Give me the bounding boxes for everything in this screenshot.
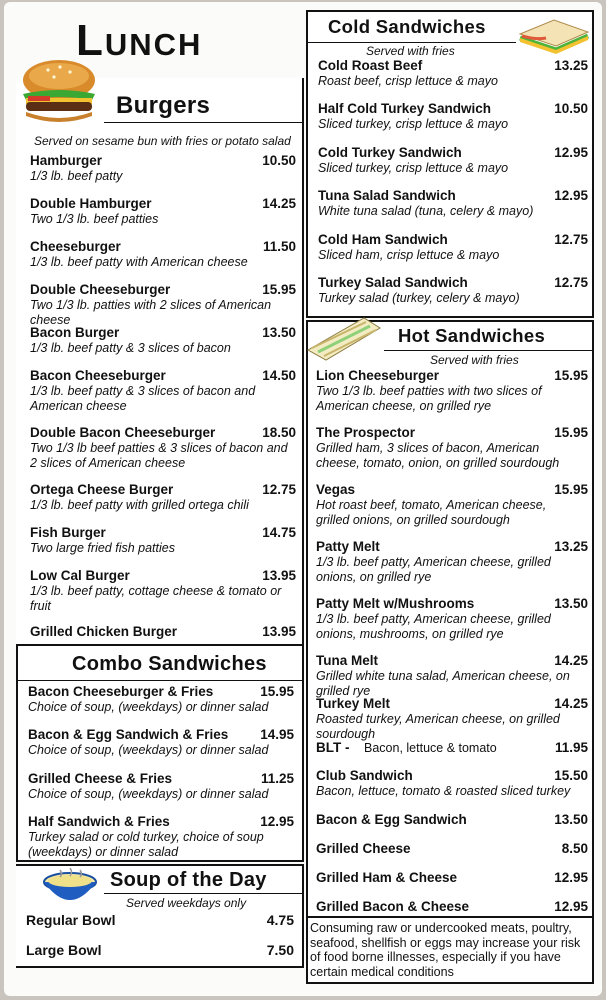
item-name: Turkey Melt bbox=[316, 696, 391, 711]
cold-title: Cold Sandwiches bbox=[328, 16, 486, 37]
item-description: Grilled white tuna salad, American cheese, on grilled rye bbox=[316, 669, 570, 698]
item-name: Cheeseburger bbox=[30, 239, 121, 254]
menu-item bbox=[28, 684, 294, 714]
menu-item bbox=[318, 232, 588, 262]
item-name: Patty Melt w/Mushrooms bbox=[316, 596, 475, 611]
menu-item bbox=[316, 653, 588, 698]
item-description: Bacon, lettuce & tomato bbox=[364, 741, 497, 755]
item-description: 1/3 lb. beef patty, American cheese, grilled onions, on grilled rye bbox=[316, 555, 551, 584]
item-name: Cold Turkey Sandwich bbox=[318, 145, 462, 160]
item-price: 15.95 bbox=[554, 482, 588, 497]
menu-item bbox=[28, 727, 294, 757]
item-description: 1/3 lb. beef patty, American cheese, grilled onions, mushrooms, on grilled rye bbox=[316, 612, 551, 641]
menu-item bbox=[30, 196, 296, 226]
item-price: 12.95 bbox=[554, 188, 588, 203]
menu-item bbox=[316, 539, 588, 584]
item-description: 1/3 lb. beef patty with American cheese bbox=[30, 255, 248, 269]
item-description: Choice of soup, (weekdays) or dinner salad bbox=[28, 700, 269, 714]
item-price: 15.95 bbox=[260, 684, 294, 699]
menu-item bbox=[26, 912, 294, 942]
item-price: 12.75 bbox=[554, 232, 588, 247]
menu-item bbox=[30, 239, 296, 269]
item-description: 1/3 lb. beef patty bbox=[30, 169, 123, 183]
item-name: Tuna Salad Sandwich bbox=[318, 188, 456, 203]
item-price: 12.95 bbox=[554, 899, 588, 914]
item-name: Grilled Ham & Cheese bbox=[316, 870, 458, 885]
item-description: Sliced turkey, crisp lettuce & mayo bbox=[318, 161, 509, 175]
item-name: Cold Ham Sandwich bbox=[318, 232, 448, 247]
menu-item bbox=[26, 942, 294, 972]
menu-item bbox=[28, 814, 294, 859]
hot-subtitle: Served with fries bbox=[430, 353, 519, 367]
item-description: Sliced ham, crisp lettuce & mayo bbox=[318, 248, 500, 262]
item-price: 13.50 bbox=[262, 325, 296, 340]
burgers-title-rule bbox=[104, 122, 302, 123]
item-name: Turkey Salad Sandwich bbox=[318, 275, 468, 290]
item-name: Regular Bowl bbox=[26, 912, 116, 928]
item-price: 14.25 bbox=[554, 696, 588, 711]
item-price: 15.50 bbox=[554, 768, 588, 783]
item-price: 8.50 bbox=[561, 841, 588, 856]
item-name: BLT - bbox=[316, 740, 350, 755]
item-name: Bacon & Egg Sandwich bbox=[316, 812, 467, 827]
item-name: Grilled Chicken Burger bbox=[30, 624, 178, 639]
item-name: Large Bowl bbox=[26, 942, 102, 958]
item-price: 7.50 bbox=[266, 942, 294, 958]
item-name: Hamburger bbox=[30, 153, 103, 168]
soup-title-rule bbox=[104, 893, 302, 894]
item-name: Bacon Cheeseburger & Fries bbox=[28, 684, 214, 699]
item-price: 4.75 bbox=[266, 912, 294, 928]
item-description: Hot roast beef, tomato, American cheese, grilled onions, on grilled sourdough bbox=[316, 498, 547, 527]
menu-item bbox=[30, 153, 296, 183]
burgers-subtitle: Served on sesame bun with fries or potato salad bbox=[34, 134, 291, 148]
item-price: 12.95 bbox=[554, 870, 588, 885]
menu-item bbox=[316, 596, 588, 641]
item-name: Bacon Cheeseburger bbox=[30, 368, 166, 383]
menu-item bbox=[28, 771, 294, 801]
item-price: 13.50 bbox=[554, 812, 588, 827]
menu-item bbox=[30, 325, 296, 355]
item-description: 1/3 lb. beef patty & 3 slices of bacon and American cheese bbox=[30, 384, 256, 413]
soup-subtitle: Served weekdays only bbox=[126, 896, 247, 910]
grilled-sandwich-icon bbox=[304, 314, 384, 362]
item-price: 15.95 bbox=[554, 368, 588, 383]
item-price: 11.95 bbox=[554, 740, 588, 755]
item-price: 11.25 bbox=[260, 771, 294, 786]
item-name: Cold Roast Beef bbox=[318, 58, 423, 73]
item-price: 14.25 bbox=[554, 653, 588, 668]
menu-item bbox=[316, 482, 588, 527]
item-name: Double Bacon Cheeseburger bbox=[30, 425, 216, 440]
menu-item bbox=[30, 624, 296, 654]
sandwich-icon bbox=[516, 16, 592, 56]
menu-item bbox=[30, 525, 296, 555]
menu-item bbox=[316, 425, 588, 470]
item-description: Two 1/3 lb. patties with 2 slices of American cheese bbox=[30, 298, 272, 327]
menu-page bbox=[4, 2, 602, 996]
disclaimer-text: Consuming raw or undercooked meats, poultry, seafood, shellfish or eggs may increase your risk of food borne illnesses, especially if you have certain medical conditions bbox=[310, 921, 581, 979]
menu-item bbox=[318, 275, 588, 305]
item-price: 14.25 bbox=[262, 196, 296, 211]
item-description: Bacon, lettuce, tomato & roasted sliced turkey bbox=[316, 784, 571, 798]
soup-title: Soup of the Day bbox=[110, 869, 267, 891]
item-price: 14.50 bbox=[262, 368, 296, 383]
item-name: Bacon & Egg Sandwich & Fries bbox=[28, 727, 229, 742]
item-description: 1/3 lb. beef patty, cottage cheese & tomato or fruit bbox=[30, 584, 282, 613]
item-name: Bacon Burger bbox=[30, 325, 120, 340]
menu-item bbox=[316, 870, 588, 900]
item-description: White tuna salad (tuna, celery & mayo) bbox=[318, 204, 534, 218]
hot-title: Hot Sandwiches bbox=[398, 325, 546, 346]
item-name: Vegas bbox=[316, 482, 356, 497]
hot-title-rule bbox=[384, 350, 592, 351]
item-description: Grilled ham, 3 slices of bacon, American cheese, tomato, onion, on grilled sourdough bbox=[316, 441, 560, 470]
item-price: 12.95 bbox=[554, 145, 588, 160]
item-name: Fish Burger bbox=[30, 525, 106, 540]
combo-title: Combo Sandwiches bbox=[72, 653, 267, 675]
item-price: 13.25 bbox=[554, 539, 588, 554]
item-description: Turkey salad (turkey, celery & mayo) bbox=[318, 291, 520, 305]
item-description: Roast beef, crisp lettuce & mayo bbox=[318, 74, 498, 88]
menu-item bbox=[316, 841, 588, 871]
item-name: Half Sandwich & Fries bbox=[28, 814, 170, 829]
item-price: 13.50 bbox=[554, 596, 588, 611]
item-name: Grilled Cheese & Fries bbox=[28, 771, 173, 786]
item-name: Lion Cheeseburger bbox=[316, 368, 440, 383]
menu-item bbox=[316, 368, 588, 413]
burgers-title: Burgers bbox=[116, 92, 211, 119]
item-description: Two 1/3 lb. beef patties with two slices of American cheese, on grilled rye bbox=[316, 384, 542, 413]
item-description: Choice of soup, (weekdays) or dinner salad bbox=[28, 787, 269, 801]
item-name: The Prospector bbox=[316, 425, 416, 440]
item-description: Roasted turkey, American cheese, on grilled sourdough bbox=[316, 712, 560, 741]
item-description: 1/3 lb. beef patty with grilled ortega chili bbox=[30, 498, 249, 512]
item-price: 14.95 bbox=[260, 727, 294, 742]
item-name: Ortega Cheese Burger bbox=[30, 482, 174, 497]
item-price: 12.75 bbox=[554, 275, 588, 290]
page-title: Lunch bbox=[76, 16, 203, 65]
combo-title-rule bbox=[18, 680, 302, 681]
item-price: 10.50 bbox=[554, 101, 588, 116]
cold-subtitle: Served with fries bbox=[366, 44, 455, 58]
menu-item bbox=[318, 101, 588, 131]
item-price: 12.95 bbox=[260, 814, 294, 829]
item-price: 13.95 bbox=[262, 568, 296, 583]
menu-item bbox=[318, 58, 588, 88]
item-name: Club Sandwich bbox=[316, 768, 413, 783]
menu-item bbox=[316, 740, 588, 770]
item-name: Grilled Bacon & Cheese bbox=[316, 899, 470, 914]
item-name: Patty Melt bbox=[316, 539, 380, 554]
menu-item bbox=[316, 696, 588, 741]
menu-item bbox=[318, 188, 588, 218]
item-description: Turkey salad or cold turkey, choice of soup (weekdays) or dinner salad bbox=[28, 830, 264, 859]
menu-item bbox=[30, 482, 296, 512]
cold-title-rule bbox=[308, 42, 516, 43]
soup-bowl-icon bbox=[42, 868, 98, 908]
item-price: 18.50 bbox=[262, 425, 296, 440]
item-price: 11.50 bbox=[262, 239, 296, 254]
item-description: Two 1/3 lb beef patties & 3 slices of bacon and 2 slices of American cheese bbox=[30, 441, 288, 470]
item-name: Grilled Cheese bbox=[316, 841, 411, 856]
menu-item bbox=[30, 425, 296, 470]
item-price: 13.25 bbox=[554, 58, 588, 73]
item-price: 15.95 bbox=[262, 282, 296, 297]
item-price: 15.95 bbox=[554, 425, 588, 440]
item-name: Double Hamburger bbox=[30, 196, 152, 211]
item-price: 12.75 bbox=[262, 482, 296, 497]
item-description: Two 1/3 lb. beef patties bbox=[30, 212, 159, 226]
item-price: 13.95 bbox=[262, 624, 296, 639]
item-price: 10.50 bbox=[262, 153, 296, 168]
item-name: Tuna Melt bbox=[316, 653, 378, 668]
menu-item bbox=[30, 568, 296, 613]
item-name: Low Cal Burger bbox=[30, 568, 130, 583]
item-description: Sliced turkey, crisp lettuce & mayo bbox=[318, 117, 509, 131]
item-description: Two large fried fish patties bbox=[30, 541, 175, 555]
item-description: Choice of soup, (weekdays) or dinner salad bbox=[28, 743, 269, 757]
burger-icon bbox=[18, 58, 100, 126]
menu-item bbox=[318, 145, 588, 175]
item-name: Double Cheeseburger bbox=[30, 282, 171, 297]
menu-item bbox=[316, 768, 588, 798]
item-description: 1/3 lb. beef patty & 3 slices of bacon bbox=[30, 341, 231, 355]
menu-item bbox=[316, 812, 588, 842]
item-price: 14.75 bbox=[262, 525, 296, 540]
menu-item bbox=[30, 282, 296, 327]
menu-item bbox=[30, 368, 296, 413]
item-name: Half Cold Turkey Sandwich bbox=[318, 101, 492, 116]
